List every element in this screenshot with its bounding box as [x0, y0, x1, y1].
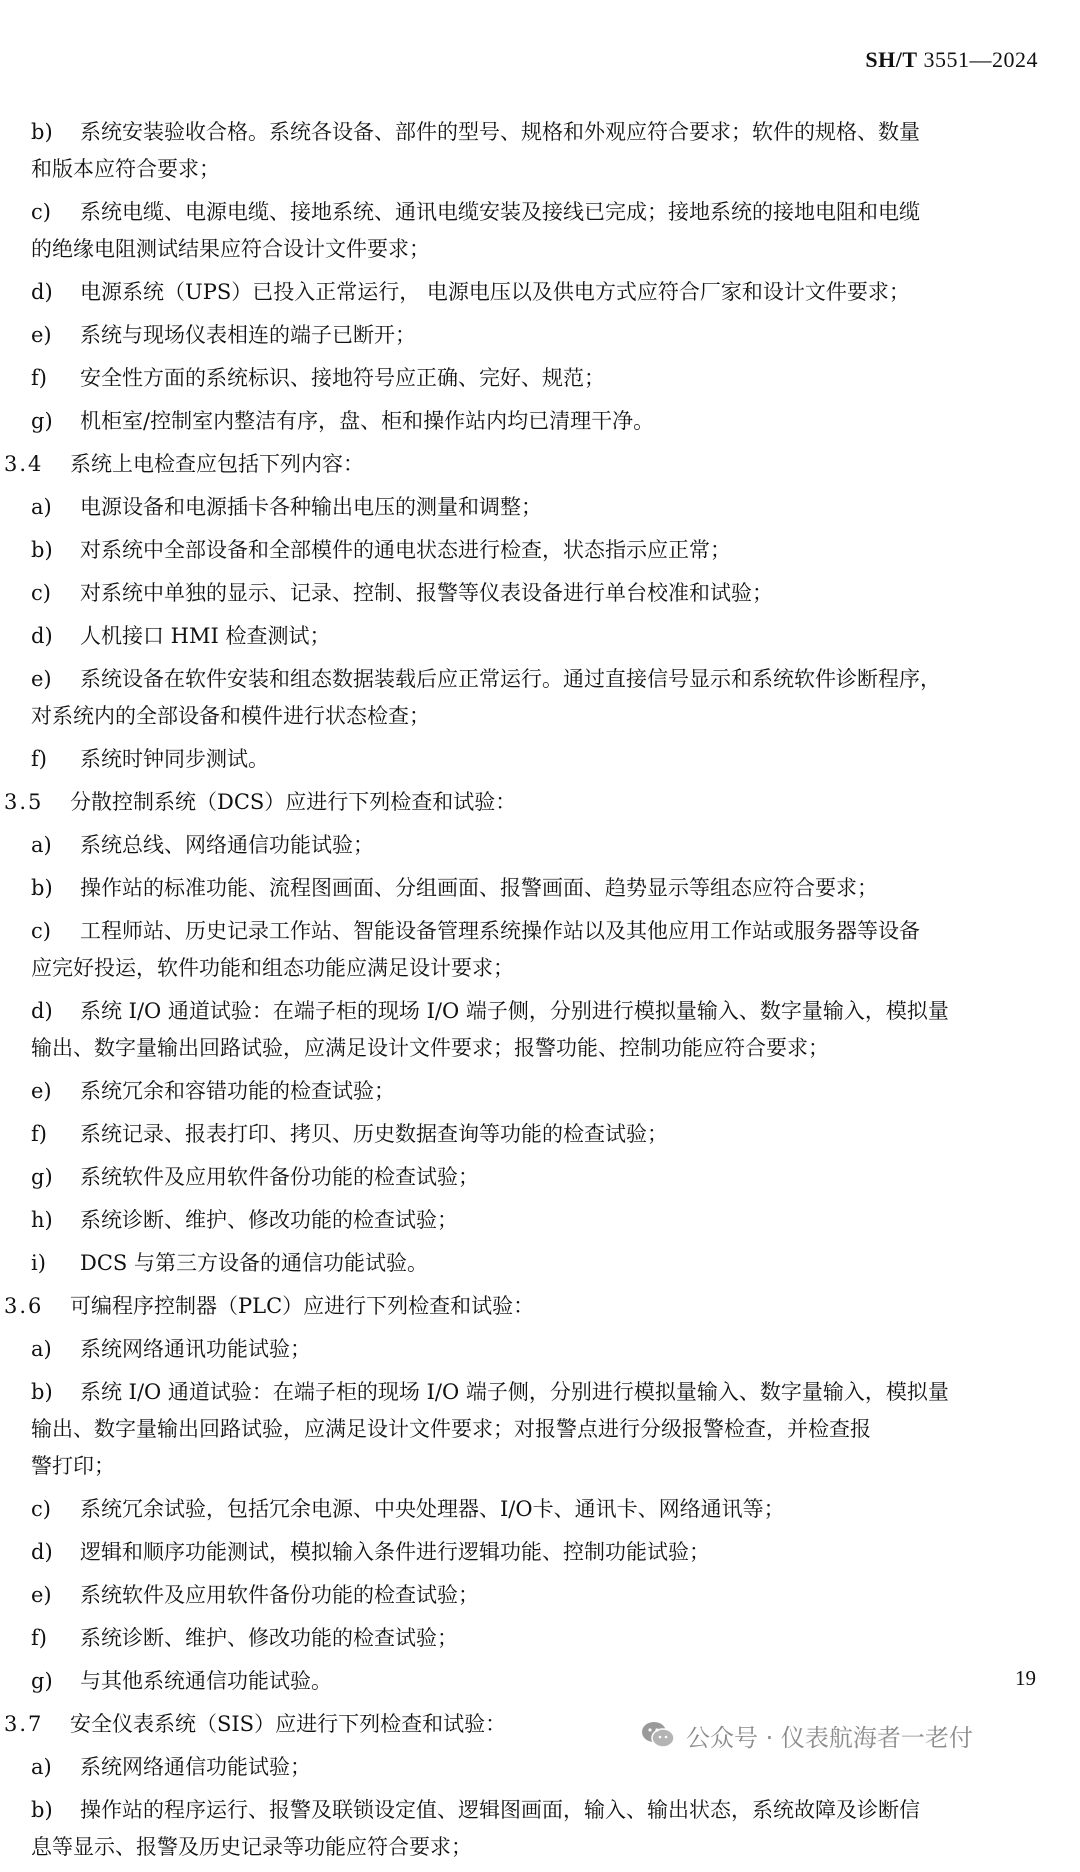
- list-item: [0, 661, 1080, 698]
- list-item: [0, 1491, 1080, 1528]
- watermark-text: 公众号 · 仪表航海者一老付: [686, 1723, 973, 1752]
- list-item: [0, 1577, 1080, 1614]
- list-item: [0, 1159, 1080, 1196]
- list-item-text: 系统电缆、电源电缆、接地系统、通讯电缆安装及接线已完成；接地系统的接地电阻和电缆: [80, 200, 920, 224]
- list-item: [0, 231, 1080, 268]
- list-item-label: b): [31, 1380, 53, 1404]
- list-item-label: f): [31, 366, 47, 390]
- standard-number: 3551—2024: [923, 47, 1038, 72]
- list-item-text: 系统冗余试验，包括冗余电源、中央处理器、I/O卡、通讯卡、网络通讯等；: [80, 1497, 785, 1521]
- list-item: [0, 317, 1080, 354]
- list-item-text: 系统 I/O 通道试验：在端子柜的现场 I/O 端子侧，分别进行模拟量输入、数字量输入，模拟量: [80, 999, 949, 1023]
- list-item-text: 系统 I/O 通道试验：在端子柜的现场 I/O 端子侧，分别进行模拟量输入、数字量输入，模拟量: [80, 1380, 949, 1404]
- list-item: [0, 993, 1080, 1030]
- list-item-text: 和版本应符合要求；: [31, 157, 220, 181]
- section-number: 3.6: [4, 1294, 44, 1318]
- list-item-label: e): [31, 1583, 52, 1607]
- list-item-text: 系统网络通讯功能试验；: [80, 1337, 311, 1361]
- section-title: 可编程序控制器（PLC）应进行下列检查和试验：: [70, 1294, 535, 1318]
- list-item-text: 对系统内的全部设备和模件进行状态检查；: [31, 704, 430, 728]
- section-title: 分散控制系统（DCS）应进行下列检查和试验：: [70, 790, 517, 814]
- list-item-text: 系统冗余和容错功能的检查试验；: [80, 1079, 395, 1103]
- list-item: [0, 151, 1080, 188]
- list-item-text: 警打印；: [31, 1454, 115, 1478]
- list-item-text: 与其他系统通信功能试验。: [80, 1669, 332, 1693]
- list-item-label: d): [31, 624, 53, 648]
- list-item: [0, 1073, 1080, 1110]
- list-item-text: 机柜室/控制室内整洁有序，盘、柜和操作站内均已清理干净。: [80, 409, 655, 433]
- list-item: [0, 1792, 1080, 1829]
- list-item: [0, 1245, 1080, 1282]
- list-item-label: a): [31, 833, 52, 857]
- list-item: [0, 194, 1080, 231]
- list-item-text: 电源设备和电源插卡各种输出电压的测量和调整；: [80, 495, 542, 519]
- list-item: [0, 1030, 1080, 1067]
- list-item-text: 工程师站、历史记录工作站、智能设备管理系统操作站以及其他应用工作站或服务器等设备: [80, 919, 920, 943]
- list-item: [0, 741, 1080, 778]
- list-item: [0, 827, 1080, 864]
- list-item-label: c): [31, 581, 51, 605]
- list-item-label: f): [31, 1626, 47, 1650]
- section-title: 安全仪表系统（SIS）应进行下列检查和试验：: [70, 1712, 507, 1736]
- list-item: [0, 1663, 1080, 1700]
- section-heading: [0, 1288, 1080, 1325]
- list-item-text: DCS 与第三方设备的通信功能试验。: [80, 1251, 428, 1275]
- list-item-text: 系统诊断、维护、修改功能的检查试验；: [80, 1626, 458, 1650]
- list-item-text: 电源系统（UPS）已投入正常运行， 电源电压以及供电方式应符合厂家和设计文件要求；: [80, 280, 910, 304]
- page-number: 19: [1015, 1666, 1036, 1690]
- list-item: [0, 1202, 1080, 1239]
- section-number: 3.7: [4, 1712, 44, 1736]
- standard-code: SH/T: [865, 47, 918, 72]
- list-item: [0, 1829, 1080, 1866]
- list-item-text: 系统与现场仪表相连的端子已断开；: [80, 323, 416, 347]
- list-item: [0, 950, 1080, 987]
- list-item-label: b): [31, 538, 53, 562]
- document-body: [0, 114, 1080, 1872]
- list-item-label: c): [31, 1497, 51, 1521]
- list-item-text: 息等显示、报警及历史记录等功能应符合要求；: [31, 1835, 472, 1859]
- list-item-label: b): [31, 120, 53, 144]
- list-item-label: e): [31, 1079, 52, 1103]
- list-item-text: 系统总线、网络通信功能试验；: [80, 833, 374, 857]
- list-item-text: 操作站的标准功能、流程图画面、分组画面、报警画面、趋势显示等组态应符合要求；: [80, 876, 878, 900]
- list-item: [0, 1448, 1080, 1485]
- section-heading: [0, 446, 1080, 483]
- list-item-text: 逻辑和顺序功能测试，模拟输入条件进行逻辑功能、控制功能试验；: [80, 1540, 710, 1564]
- list-item-text: 系统记录、报表打印、拷贝、历史数据查询等功能的检查试验；: [80, 1122, 668, 1146]
- list-item: [0, 618, 1080, 655]
- list-item: [0, 403, 1080, 440]
- list-item-label: a): [31, 1337, 52, 1361]
- list-item-label: d): [31, 999, 53, 1023]
- wechat-icon: [640, 1719, 676, 1751]
- list-item-label: c): [31, 919, 51, 943]
- list-item-label: i): [31, 1251, 46, 1275]
- list-item: [0, 360, 1080, 397]
- list-item: [0, 913, 1080, 950]
- list-item-text: 系统诊断、维护、修改功能的检查试验；: [80, 1208, 458, 1232]
- list-item-text: 系统网络通信功能试验；: [80, 1755, 311, 1779]
- list-item: [0, 1620, 1080, 1657]
- list-item-label: d): [31, 280, 53, 304]
- list-item-text: 系统安装验收合格。系统各设备、部件的型号、规格和外观应符合要求；软件的规格、数量: [80, 120, 920, 144]
- list-item-label: f): [31, 1122, 47, 1146]
- list-item: [0, 1331, 1080, 1368]
- list-item: [0, 1411, 1080, 1448]
- list-item-label: b): [31, 1798, 53, 1822]
- list-item: [0, 1534, 1080, 1571]
- list-item-label: e): [31, 667, 52, 691]
- section-title: 系统上电检查应包括下列内容：: [70, 452, 364, 476]
- list-item-label: d): [31, 1540, 53, 1564]
- list-item: [0, 1116, 1080, 1153]
- list-item-text: 对系统中全部设备和全部模件的通电状态进行检查，状态指示应正常；: [80, 538, 731, 562]
- list-item-label: g): [31, 409, 53, 433]
- page-header: [865, 47, 1038, 73]
- list-item: [0, 575, 1080, 612]
- list-item-text: 应完好投运，软件功能和组态功能应满足设计要求；: [31, 956, 514, 980]
- list-item: [0, 532, 1080, 569]
- list-item-label: g): [31, 1669, 53, 1693]
- section-number: 3.5: [4, 790, 44, 814]
- list-item-label: f): [31, 747, 47, 771]
- watermark: [640, 1715, 973, 1755]
- list-item-text: 安全性方面的系统标识、接地符号应正确、完好、规范；: [80, 366, 605, 390]
- list-item-text: 的绝缘电阻测试结果应符合设计文件要求；: [31, 237, 430, 261]
- section-number: 3.4: [4, 452, 44, 476]
- list-item-text: 人机接口 HMI 检查测试；: [80, 624, 331, 648]
- list-item-label: c): [31, 200, 51, 224]
- list-item-text: 系统设备在软件安装和组态数据装载后应正常运行。通过直接信号显示和系统软件诊断程序，: [80, 667, 941, 691]
- list-item-text: 输出、数字量输出回路试验，应满足设计文件要求；报警功能、控制功能应符合要求；: [31, 1036, 829, 1060]
- list-item-text: 对系统中单独的显示、记录、控制、报警等仪表设备进行单台校准和试验；: [80, 581, 773, 605]
- list-item-text: 系统时钟同步测试。: [80, 747, 269, 771]
- list-item: [0, 114, 1080, 151]
- list-item-label: h): [31, 1208, 53, 1232]
- list-item-text: 操作站的程序运行、报警及联锁设定值、逻辑图画面，输入、输出状态，系统故障及诊断信: [80, 1798, 920, 1822]
- list-item: [0, 1374, 1080, 1411]
- list-item: [0, 870, 1080, 907]
- list-item-text: 输出、数字量输出回路试验，应满足设计文件要求；对报警点进行分级报警检查，并检查报: [31, 1417, 871, 1441]
- list-item-text: 系统软件及应用软件备份功能的检查试验；: [80, 1165, 479, 1189]
- list-item: [0, 698, 1080, 735]
- list-item-label: a): [31, 1755, 52, 1779]
- list-item-text: 系统软件及应用软件备份功能的检查试验；: [80, 1583, 479, 1607]
- section-heading: [0, 784, 1080, 821]
- list-item: [0, 274, 1080, 311]
- list-item-label: e): [31, 323, 52, 347]
- list-item-label: a): [31, 495, 52, 519]
- list-item-label: b): [31, 876, 53, 900]
- list-item: [0, 489, 1080, 526]
- list-item-label: g): [31, 1165, 53, 1189]
